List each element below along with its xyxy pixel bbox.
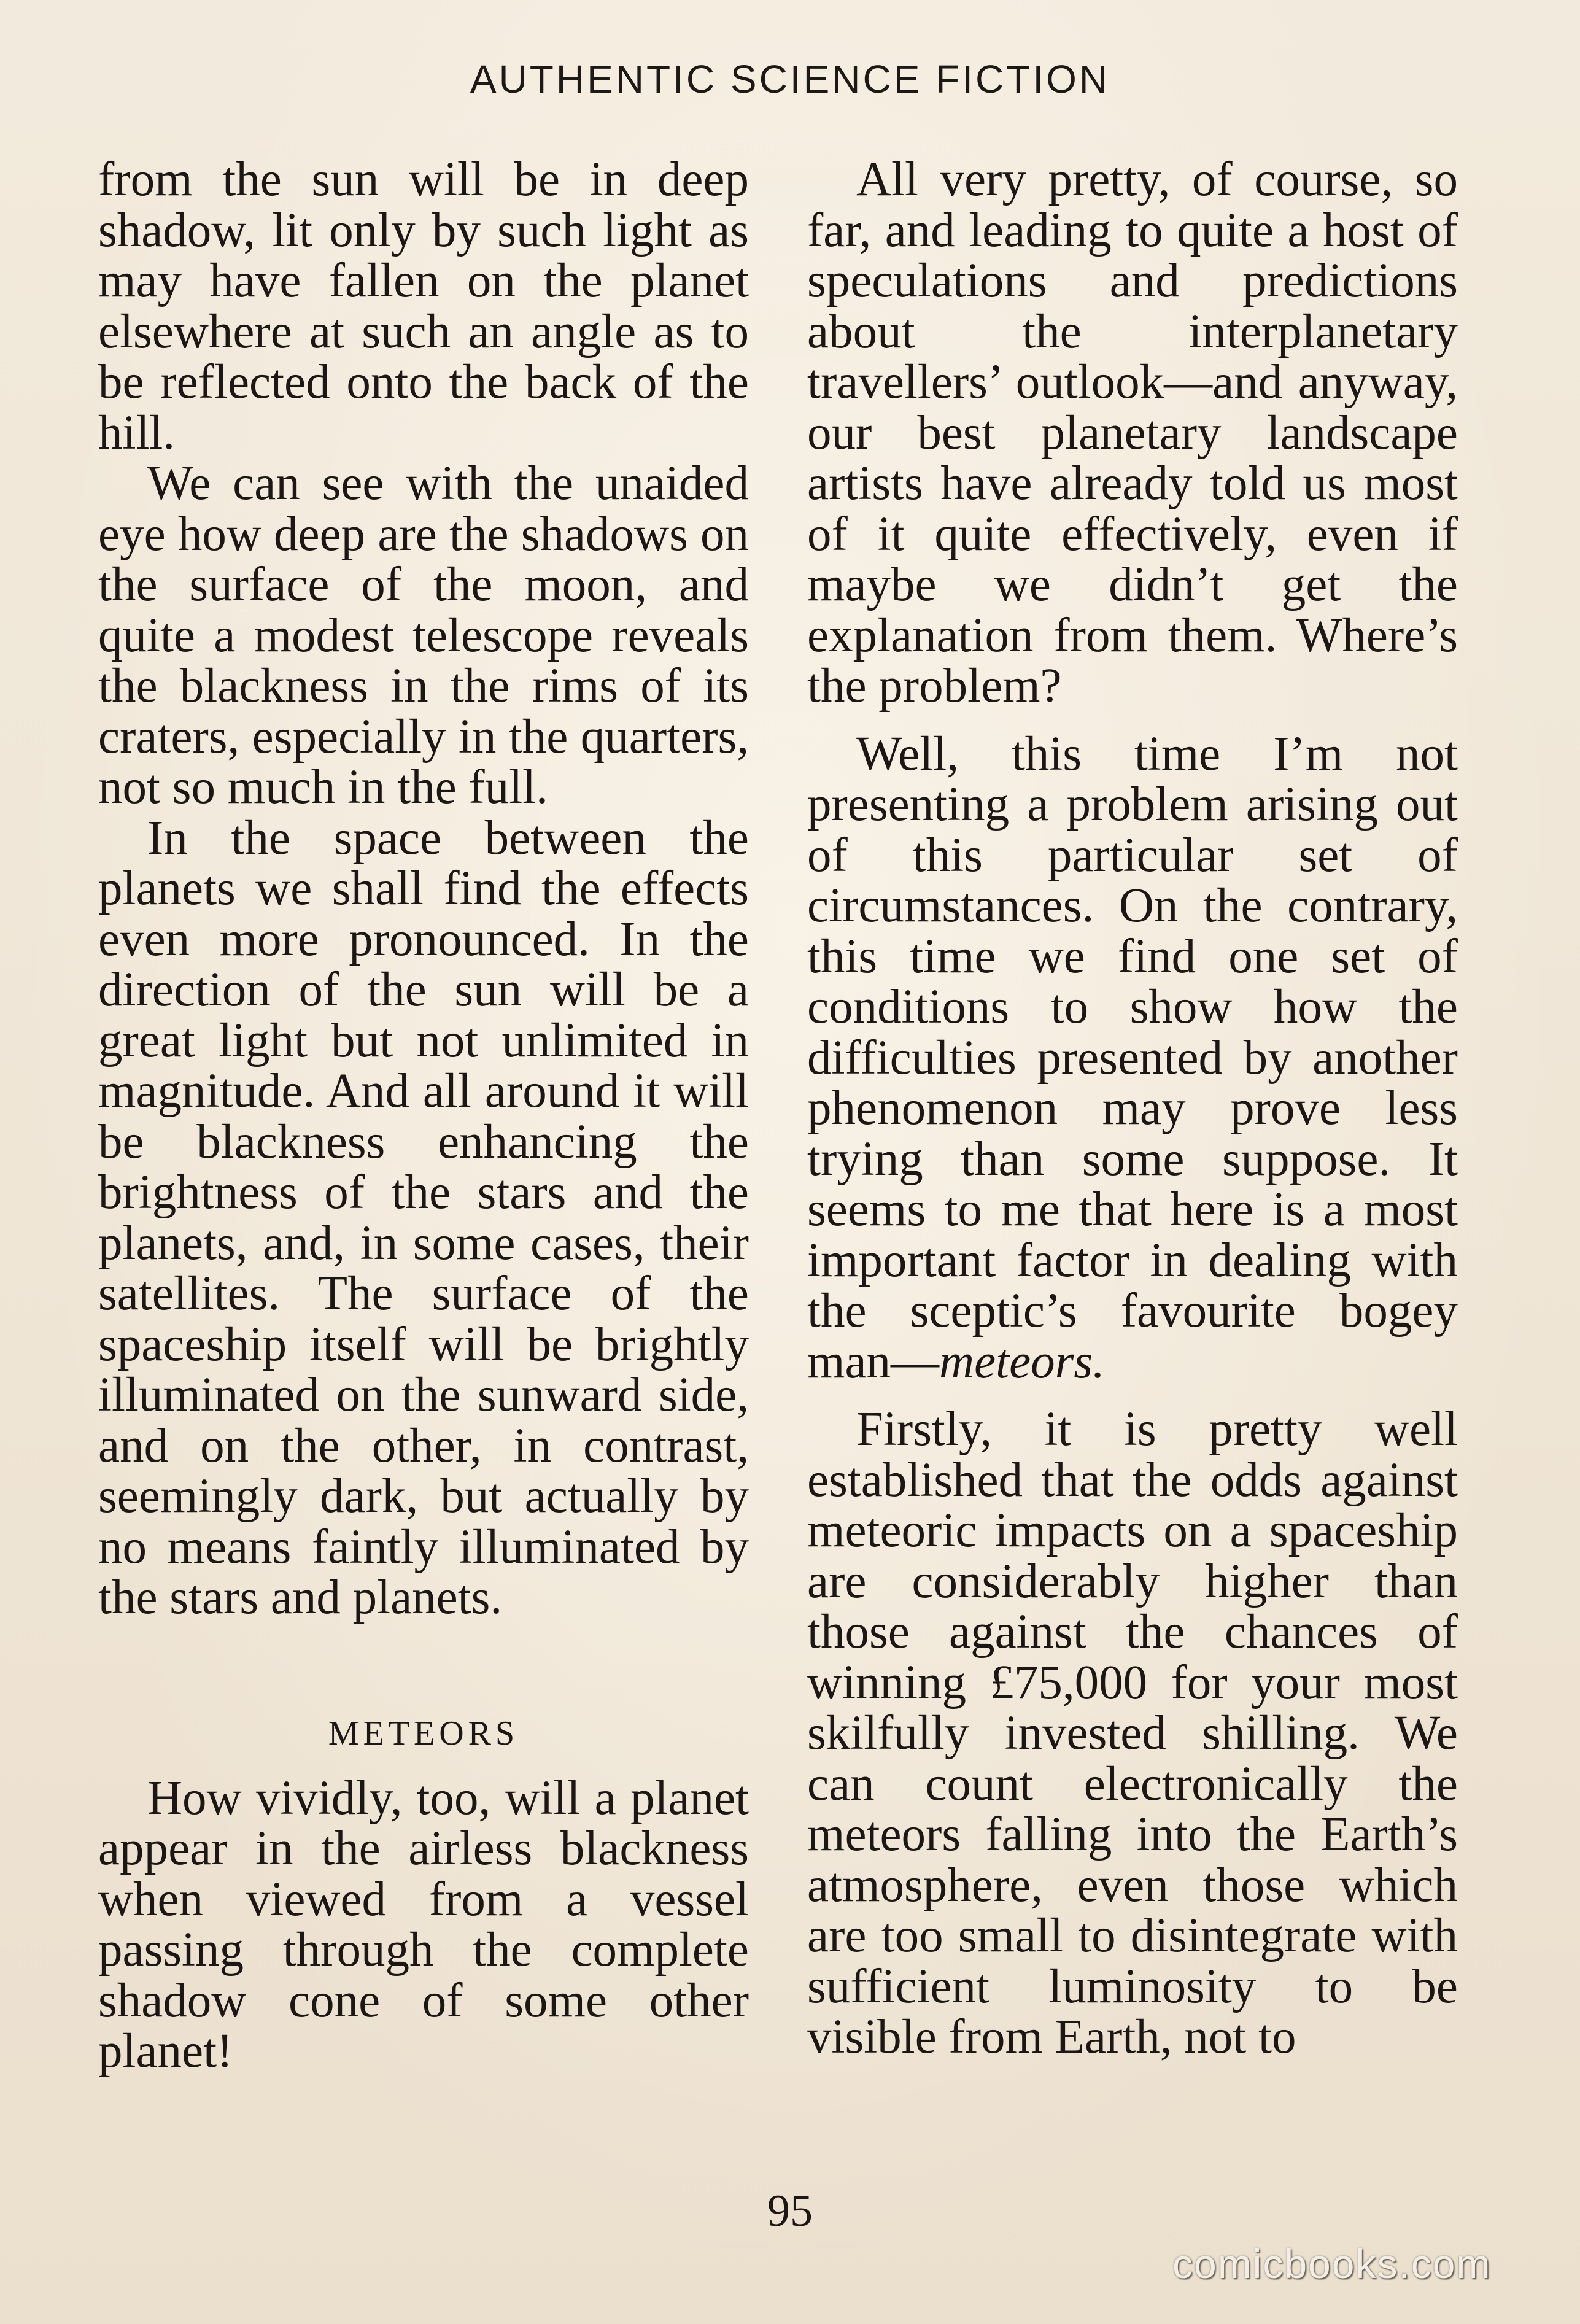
left-column xyxy=(98,155,749,2077)
left-paragraph-2: We can see with the unaided eye how deep are the shadows on the surface of the moon, and quite a modest telescope reveals the blackness in the rims of its craters, especially in the quarters, not so much in the full. xyxy=(98,457,749,814)
right-column xyxy=(807,155,1458,2063)
right-paragraph-3: Firstly, it is pretty well established that the odds against meteoric impacts on a spaceship are considerably higher than those against the chances of winning £75,000 for your most skilfully invested shilling. We can count electronically the meteors falling into the Earth’s atmosphere, even those which are too small to disintegrate with sufficient luminosity to be visible from Earth, not to xyxy=(807,1403,1458,2064)
watermark: comicbooks.com xyxy=(1172,2241,1492,2287)
right-paragraph-2-text: Well, this time I’m not presenting a problem arising out of this particular set of circumstances. On the contrary, this time we find one set of conditions to show how the difficulties presented by another phenomenon may prove less trying than some suppose. It seems to me that here is a most important factor in dealing with the sceptic’s favourite bogey man— xyxy=(807,727,1458,1389)
right-paragraph-2 xyxy=(807,729,1458,1388)
section-heading-meteors: METEORS xyxy=(328,1714,519,1753)
running-head: AUTHENTIC SCIENCE FICTION xyxy=(470,57,1110,101)
left-paragraph-1: from the sun will be in deep shadow, lit only by such light as may have fallen on the planet elsewhere at such an angle as to be reflected onto the back of the hill. xyxy=(98,153,749,460)
page-number: 95 xyxy=(767,2186,813,2236)
left-paragraph-3: In the space between the planets we shall find the effects even more pronounced. In the direction of the sun will be a great light but not unlimited in magnitude. And all around it will be blackness enhancing the brightness of the stars and the planets, and, in some cases, their satellites. The surface of the spaceship itself will be brightly illuminated on the sunward side, and on the other, in contrast, seemingly dark, but actually by no means faintly illuminated by the stars and planets. xyxy=(98,811,749,1624)
left-paragraph-4: How vividly, too, will a planet appear in the airless blackness when viewed from a vessel passing through the complete shadow cone of some other planet! xyxy=(98,1771,749,2078)
right-paragraph-1: All very pretty, of course, so far, and leading to quite a host of speculations and predictions about the interplanetary travellers’ outlook—and anyway, our best planetary landscape artists have already told us most of it quite effectively, even if maybe we didn’t get the explanation from them. Where’s the problem? xyxy=(807,153,1458,713)
meteors-emphasis: meteors. xyxy=(939,1334,1105,1389)
